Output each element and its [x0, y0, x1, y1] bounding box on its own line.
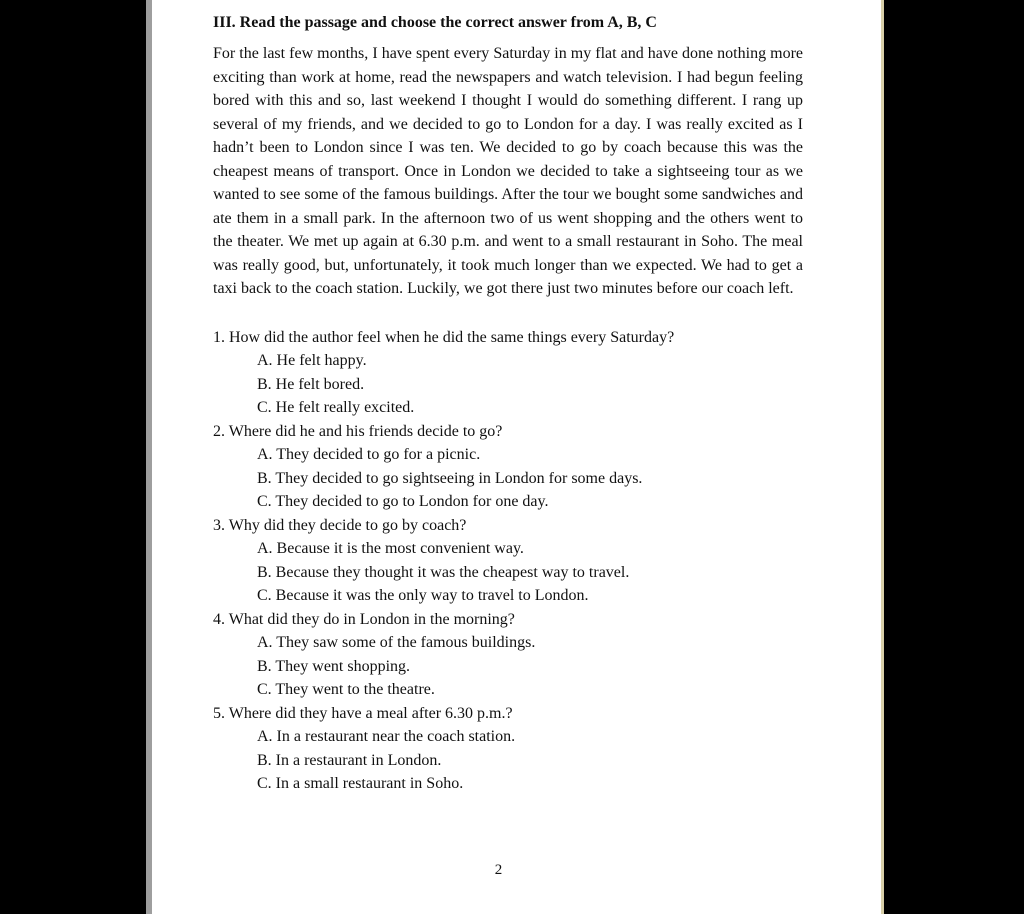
answer-option: C. In a small restaurant in Soho. — [257, 775, 464, 792]
question-4 — [213, 608, 803, 702]
answer-option: A. Because it is the most convenient way. — [257, 540, 524, 557]
page-number: 2 — [494, 862, 503, 878]
question-text: 3. Why did they decide to go by coach? — [213, 516, 467, 534]
question-3 — [213, 514, 803, 608]
question-text: 1. How did the author feel when he did the same things every Saturday? — [213, 328, 675, 346]
answer-option: A. In a restaurant near the coach station. — [257, 728, 516, 745]
question-1 — [213, 326, 803, 420]
answer-option: B. He felt bored. — [257, 375, 365, 393]
answer-option: B. Because they thought it was the cheapest way to travel. — [257, 563, 630, 581]
answer-option: B. They decided to go sightseeing in London for some days. — [257, 469, 643, 487]
answer-option: C. They went to the theatre. — [257, 681, 435, 698]
question-5 — [213, 702, 803, 796]
answer-option: C. They decided to go to London for one day. — [257, 493, 549, 510]
question-2 — [213, 420, 803, 514]
reading-passage: For the last few months, I have spent every Saturday in my flat and have done nothing more exciting than work at home, read the newspapers and watch television. I had begun feeling bored with this and so, last weekend I thought I would do something different. I rang up several of my friends, and we decided to go to London for a day. I was really excited as I hadn’t been to London since I was ten. We decided to go by coach because this was the cheapest means of transport. Once in London we decided to take a sightseeing tour as we wanted to see some of the famous buildings. After the tour we bought some sandwiches and ate them in a small park. In the afternoon two of us went shopping and the others went to the theater. We met up again at 6.30 p.m. and went to a small restaurant in Soho. The meal was really good, but, unfortunately, it took much longer than we expected. We had to get a taxi back to the coach station. Luckily, we got there just two minutes before our coach left. — [213, 45, 803, 297]
answer-option: B. They went shopping. — [257, 657, 411, 675]
answer-option: C. Because it was the only way to travel to London. — [257, 587, 589, 604]
section-heading: III. Read the passage and choose the correct answer from A, B, C — [213, 14, 657, 31]
question-text: 4. What did they do in London in the morning? — [213, 610, 515, 628]
page-content — [213, 10, 803, 796]
document-page — [146, 0, 884, 914]
answer-option: B. In a restaurant in London. — [257, 751, 442, 769]
answer-option: A. They saw some of the famous buildings. — [257, 634, 536, 651]
question-text: 5. Where did they have a meal after 6.30 p.m.? — [213, 704, 513, 722]
answer-option: A. He felt happy. — [257, 352, 367, 369]
answer-option: C. He felt really excited. — [257, 399, 415, 416]
question-text: 2. Where did he and his friends decide to go? — [213, 422, 503, 440]
answer-option: A. They decided to go for a picnic. — [257, 446, 481, 463]
question-list — [213, 326, 803, 796]
